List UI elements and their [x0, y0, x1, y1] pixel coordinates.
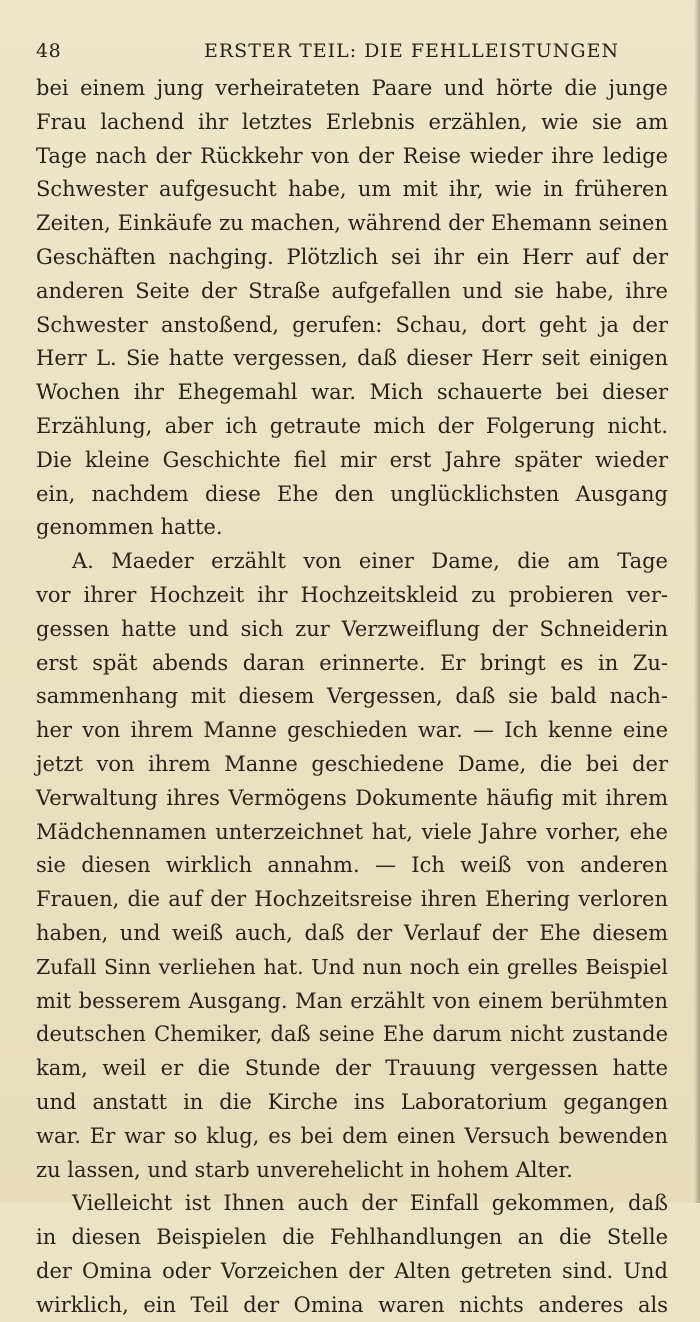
text-line: deutschen Chemiker, daß seine Ehe darum nicht zustande — [36, 1022, 668, 1047]
text-line: Zufall Sinn verliehen hat. Und nun noch ein grelles Beispiel — [36, 954, 668, 979]
page-number: 48 — [36, 40, 62, 62]
text-line: erst spät abends daran erinnerte. Er bringt es in Zu- — [36, 650, 668, 675]
text-line: in diesen Beispielen die Fehlhandlungen an die Stelle — [36, 1225, 668, 1250]
text-line: mit besserem Ausgang. Man erzählt von einem berühmten — [36, 988, 668, 1013]
text-line: Erzählung, aber ich getraute mich der Folgerung nicht. — [36, 413, 668, 438]
text-line: sammenhang mit diesem Vergessen, daß sie bald nach- — [36, 684, 668, 709]
paragraph-end-line: zu lassen, und starb unverehelicht in hohem Alter. — [36, 1157, 573, 1182]
text-line: wirklich, ein Teil der Omina waren nichts anderes als — [36, 1292, 668, 1317]
text-line: Frauen, die auf der Hochzeitsreise ihren Ehering verloren — [36, 887, 668, 912]
text-line: Mädchennamen unterzeichnet hat, viele Jahre vorher, ehe — [36, 819, 668, 844]
text-line: jetzt von ihrem Manne geschiedene Dame, die bei der — [36, 751, 668, 776]
text-line: war. Er war so klug, es bei dem einen Versuch bewenden — [36, 1123, 668, 1148]
text-line: anderen Seite der Straße aufgefallen und sie habe, ihre — [36, 278, 668, 303]
text-line: Verwaltung ihres Vermögens Dokumente häufig mit ihrem — [36, 785, 668, 810]
text-line: Die kleine Geschichte fiel mir erst Jahre später wieder — [36, 447, 668, 472]
text-line: Frau lachend ihr letztes Erlebnis erzählen, wie sie am — [36, 109, 668, 134]
text-line: Schwester anstoßend, gerufen: Schau, dort geht ja der — [36, 312, 668, 337]
text-line: Herr L. Sie hatte vergessen, daß dieser Herr seit einigen — [36, 346, 668, 371]
page-edge-shadow — [694, 0, 700, 1203]
text-line: Schwester aufgesucht habe, um mit ihr, wie in früheren — [36, 177, 668, 202]
text-line: ein, nachdem diese Ehe den unglücklichsten Ausgang — [36, 481, 668, 506]
paragraph-start-line: A. Maeder erzählt von einer Dame, die am Tage — [72, 549, 668, 574]
text-line: gessen hatte und sich zur Verzweiflung der Schneiderin — [36, 616, 668, 641]
paragraph-start-line: Vielleicht ist Ihnen auch der Einfall gekommen, daß — [72, 1191, 668, 1216]
text-line: Zeiten, Einkäufe zu machen, während der Ehemann seinen — [36, 211, 668, 236]
text-line: her von ihrem Manne geschieden war. — Ich kenne eine — [36, 718, 668, 743]
text-line: Tage nach der Rückkehr von der Reise wieder ihre ledige — [36, 143, 668, 168]
body-text — [36, 72, 668, 1322]
text-line: Geschäften nachging. Plötzlich sei ihr ein Herr auf der — [36, 244, 668, 269]
text-line: sie diesen wirklich annahm. — Ich weiß von anderen — [36, 853, 668, 878]
text-line: der Omina oder Vorzeichen der Alten getreten sind. Und — [36, 1258, 668, 1283]
running-head: ERSTER TEIL: DIE FEHLLEISTUNGEN — [204, 40, 620, 62]
text-line: kam, weil er die Stunde der Trauung vergessen hatte — [36, 1056, 668, 1081]
text-line: bei einem jung verheirateten Paare und hörte die junge — [36, 76, 668, 100]
paragraph-end-line: genommen hatte. — [36, 515, 223, 540]
page-header — [36, 40, 668, 66]
text-line: Wochen ihr Ehegemahl war. Mich schauerte bei dieser — [36, 380, 668, 405]
text-line: haben, und weiß auch, daß der Verlauf der Ehe diesem — [36, 920, 668, 945]
text-line: vor ihrer Hochzeit ihr Hochzeitskleid zu probieren ver- — [36, 582, 668, 607]
text-line: und anstatt in die Kirche ins Laboratorium gegangen — [36, 1089, 668, 1114]
